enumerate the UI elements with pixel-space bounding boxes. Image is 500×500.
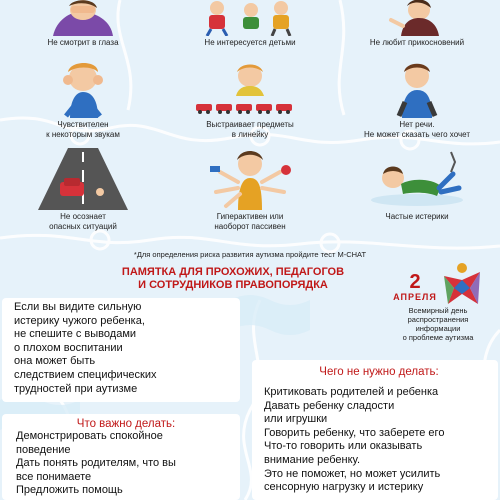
logo-month: АПРЕЛЯ bbox=[393, 292, 437, 302]
child-avoiding-touch-illustration bbox=[377, 0, 457, 36]
sign-card bbox=[167, 62, 333, 140]
logo-caption: Всемирный день распространения информации о проблеме аутизма bbox=[402, 306, 474, 342]
intro-text: Если вы видите сильную истерику чужого ребенка, не спешите с выводами о плохом воспитании она может быть следствием специфических трудностей при аутизме bbox=[14, 301, 157, 395]
sign-caption: Гиперактивен или наоборот пассивен bbox=[214, 212, 286, 231]
sign-caption: Чувствителен к некоторым звукам bbox=[46, 120, 120, 139]
dont-text: Критиковать родителей и ребенка Давать ребенку сладости или игрушки Говорить ребенку, что заберете его Что-то говорить или оказывать внимание ребенку. Это не поможет, но может усилить сенсорную нагрузку и истерику bbox=[264, 386, 445, 494]
sign-caption: Не смотрит в глаза bbox=[47, 38, 119, 47]
sign-card bbox=[334, 0, 500, 48]
awareness-day-block bbox=[388, 262, 488, 342]
mchat-note: *Для определения риска развития аутизма пройдите тест M-CHAT bbox=[133, 250, 367, 259]
toy-cars-in-line-illustration bbox=[190, 62, 310, 118]
sign-card bbox=[334, 62, 500, 140]
tantrum-child-illustration bbox=[367, 148, 467, 210]
child-covering-eyes-illustration bbox=[43, 0, 123, 36]
sign-card bbox=[0, 148, 166, 232]
sign-caption: Выстраивает предметы в линейку bbox=[206, 120, 294, 139]
sign-card bbox=[167, 0, 333, 48]
sign-caption: Не осознает опасных ситуаций bbox=[49, 212, 117, 231]
memo-title: ПАМЯТКА ДЛЯ ПРОХОЖИХ, ПЕДАГОГОВ И СОТРУДНИКОВ ПРАВОПОРЯДКА bbox=[121, 266, 345, 291]
dont-box bbox=[252, 360, 498, 500]
do-box bbox=[2, 414, 240, 500]
sign-card bbox=[0, 62, 166, 140]
intro-box bbox=[2, 298, 240, 402]
hyperactive-child-illustration bbox=[200, 148, 300, 210]
child-silent-illustration bbox=[382, 62, 452, 118]
sign-caption: Частые истерики bbox=[385, 212, 449, 221]
awareness-day-logo bbox=[440, 262, 486, 306]
sign-card bbox=[167, 148, 333, 232]
sign-card bbox=[334, 148, 500, 222]
children-playing-illustration bbox=[195, 0, 305, 36]
logo-day: 2 bbox=[409, 271, 421, 293]
dont-title: Чего не нужно делать: bbox=[319, 366, 439, 378]
child-covering-ears-illustration bbox=[48, 62, 118, 118]
do-title: Что важно делать: bbox=[76, 418, 176, 430]
sign-card bbox=[0, 0, 166, 48]
do-text: Демонстрировать спокойное поведение Дать понять родителям, что вы все понимаете Предложить помощь bbox=[16, 430, 176, 497]
sign-caption: Не любит прикосновений bbox=[369, 38, 465, 47]
sign-caption: Нет речи. Не может сказать чего хочет bbox=[364, 120, 470, 139]
car-on-road-illustration bbox=[38, 148, 128, 210]
sign-caption: Не интересуется детьми bbox=[204, 38, 296, 47]
